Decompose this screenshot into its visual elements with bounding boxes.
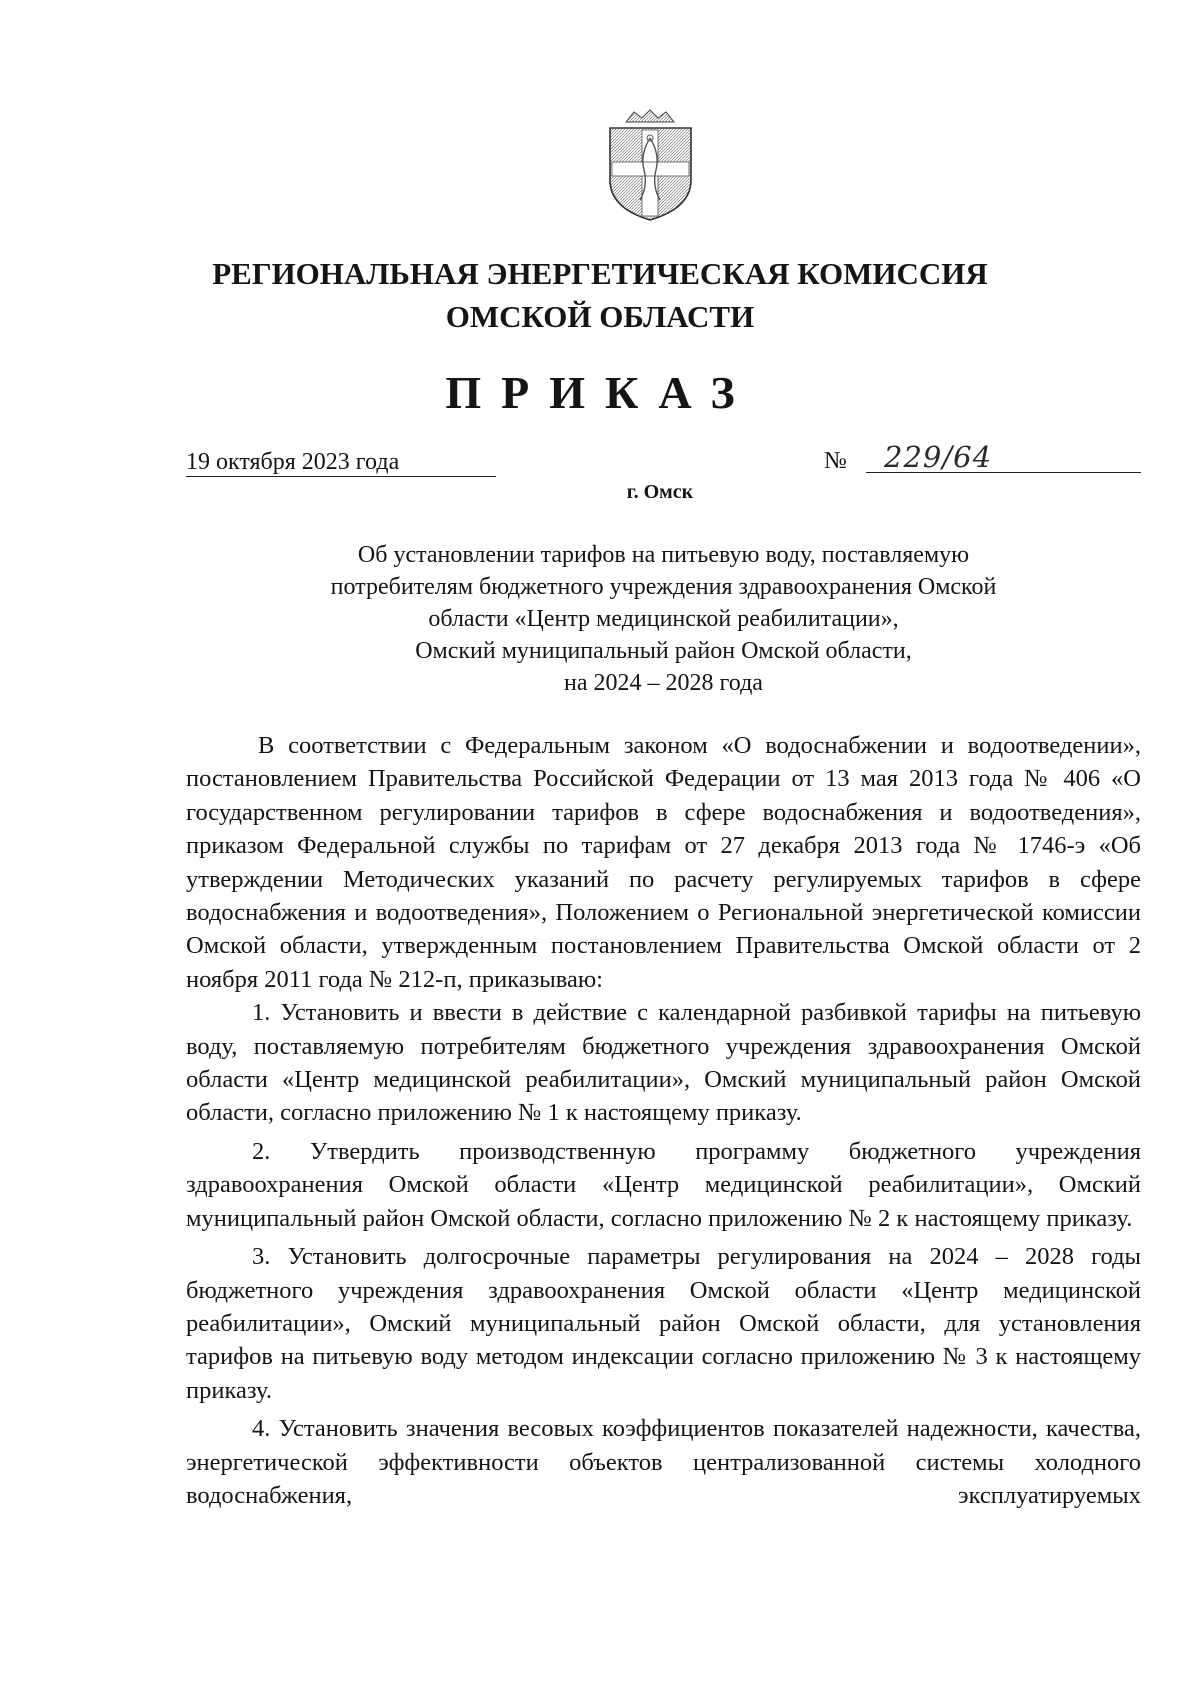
- order-number-label: №: [824, 448, 847, 474]
- order-title: [186, 539, 1141, 699]
- organization-name-line1: РЕГИОНАЛЬНАЯ ЭНЕРГЕТИЧЕСКАЯ КОМИССИЯ: [212, 256, 988, 291]
- order-title-line: потребителям бюджетного учреждения здравоохранения Омской: [330, 574, 997, 600]
- order-title-line: на 2024 – 2028 года: [564, 670, 763, 696]
- document-type-heading: ПРИКАЗ: [445, 367, 755, 418]
- order-number-value: 229/64: [866, 441, 1141, 473]
- order-title-line: области «Центр медицинской реабилитации»,: [428, 606, 899, 632]
- clause-paragraph-2: 2. Утвердить производственную программу бюджетного учреждения здравоохранения Омской области «Центр медицинской реабилитации», Омский муниципальный район Омской области, согласно приложению № 2 к настоящему приказу.: [186, 1137, 1141, 1232]
- organization-name-line2: ОМСКОЙ ОБЛАСТИ: [445, 299, 755, 334]
- order-title-line: Омский муниципальный район Омской области,: [415, 638, 912, 664]
- clause-paragraph-1: 1. Установить и ввести в действие с календарной разбивкой тарифы на питьевую воду, поставляемую потребителям бюджетного учреждения здравоохранения Омской области «Центр медицинской реабилитации», Омский муниципальный район Омской области, согласно приложению № 1 к настоящему приказу.: [186, 999, 1141, 1127]
- preamble-paragraph: В соответствии с Федеральным законом «О водоснабжении и водоотведении», постановлением Правительства Российской Федерации от 13 мая 2013 года № 406 «О государственном регулировании тарифов в сфере водоснабжения и водоотведения», приказом Федеральной службы по тарифам от 27 декабря 2013 года № 1746-э «Об утверждении Методических указаний по расчету регулируемых тарифов в сфере водоснабжения и водоотведения», Положением о Региональной энергетической комиссии Омской области, утвержденным постановлением Правительства Омской области от 2 ноября 2011 года № 212-п, приказываю:: [186, 732, 1141, 993]
- clause-paragraph-3: 3. Установить долгосрочные параметры регулирования на 2024 – 2028 годы бюджетного учреждения здравоохранения Омской области «Центр медицинской реабилитации», Омский муниципальный район Омской области, для установления тарифов на питьевую воду методом индексации согласно приложению № 3 к настоящему приказу.: [186, 1243, 1141, 1404]
- order-title-line: Об установлении тарифов на питьевую воду, поставляемую: [357, 542, 970, 568]
- order-date: 19 октября 2023 года: [186, 446, 496, 477]
- clause-paragraph-4: 4. Установить значения весовых коэффициентов показателей надежности, качества, энергетической эффективности объектов централизованной системы холодного водоснабжения, эксплуатируемых: [186, 1415, 1141, 1509]
- order-body: [186, 729, 1141, 1512]
- city-name: г. Омск: [626, 481, 694, 503]
- coat-of-arms-icon: [604, 108, 697, 223]
